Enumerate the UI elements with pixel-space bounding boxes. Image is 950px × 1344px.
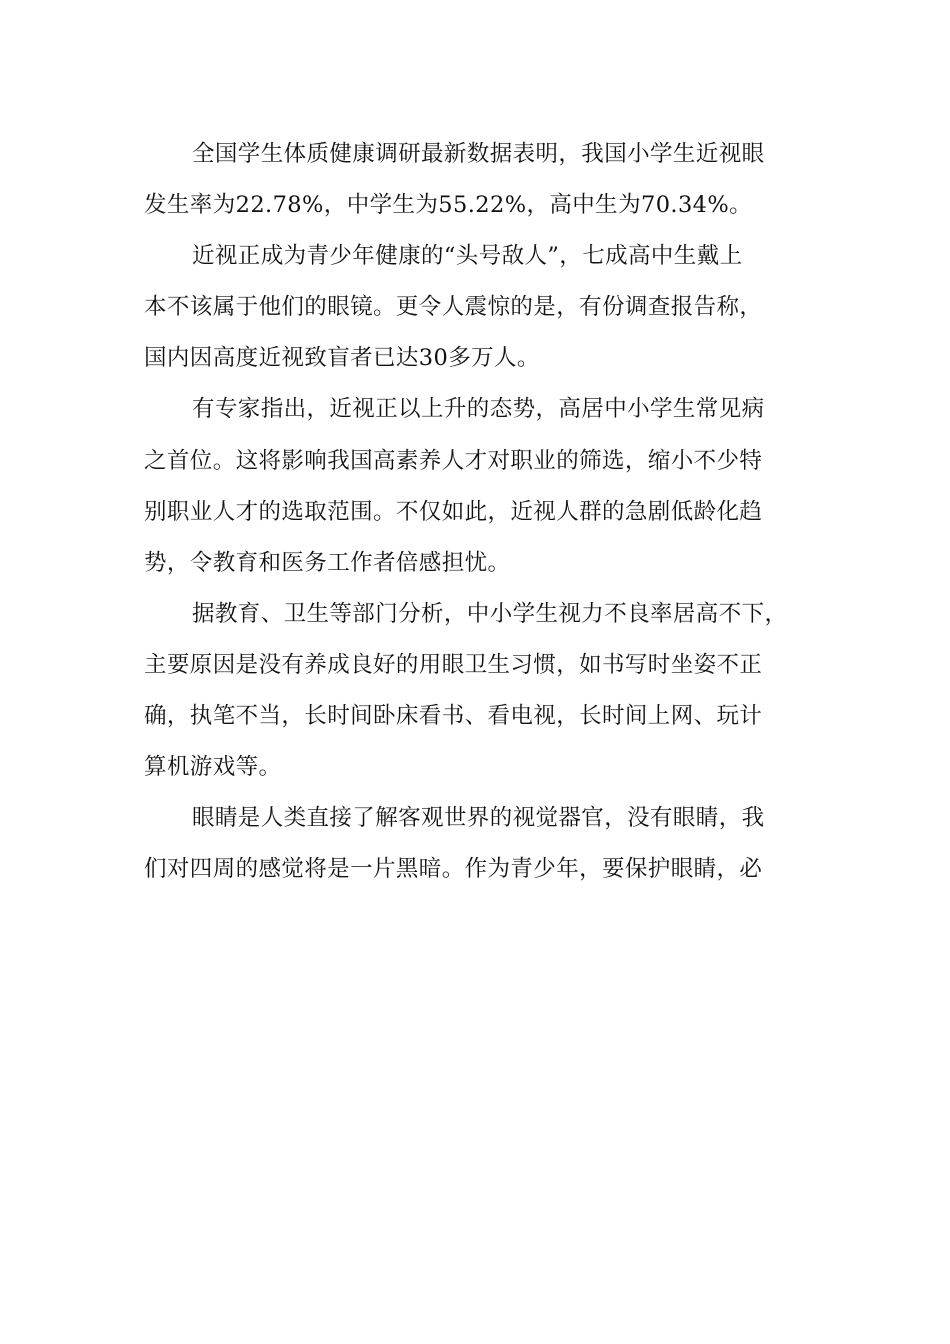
paragraph-3-line-4: 势，令教育和医务工作者倍感担忧。: [144, 549, 511, 576]
paragraph-3-line-3: 别职业人才的选取范围。不仅如此，近视人群的急剧低龄化趋: [144, 498, 763, 525]
paragraph-1-line-1: 全国学生体质健康调研最新数据表明，我国小学生近视眼: [192, 141, 765, 167]
paragraph-2-line-3: 国内因高度近视致盲者已达30多万人。: [144, 345, 540, 372]
paragraph-1-line-2: 发生率为22.78%，中学生为55.22%，高中生为70.34%。: [144, 192, 753, 219]
paragraph-5-line-2: 们对四周的感觉将是一片黑暗。作为青少年，要保护眼睛，必: [144, 856, 763, 883]
paragraph-4-line-2: 主要原因是没有养成良好的用眼卫生习惯，如书写时坐姿不正: [144, 651, 763, 678]
paragraph-4-line-1: 据教育、卫生等部门分析，中小学生视力不良率居高不下，: [192, 600, 788, 627]
body-text: [144, 130, 812, 896]
paragraph-3-line-1: 有专家指出，近视正以上升的态势，高居中小学生常见病: [192, 396, 765, 423]
paragraph-2-line-1: 近视正成为青少年健康的“头号敌人”，七成高中生戴上: [192, 243, 743, 270]
paragraph-4-line-3: 确，执笔不当，长时间卧床看书、看电视，长时间上网、玩计: [144, 703, 763, 730]
paragraph-4-line-4: 算机游戏等。: [144, 754, 282, 781]
paragraph-2-line-2: 本不该属于他们的眼镜。更令人震惊的是，有份调查报告称，: [144, 294, 763, 321]
paragraph-5-line-1: 眼睛是人类直接了解客观世界的视觉器官，没有眼睛，我: [192, 805, 765, 832]
paragraph-3-line-2: 之首位。这将影响我国高素养人才对职业的筛选，缩小不少特: [144, 447, 763, 474]
